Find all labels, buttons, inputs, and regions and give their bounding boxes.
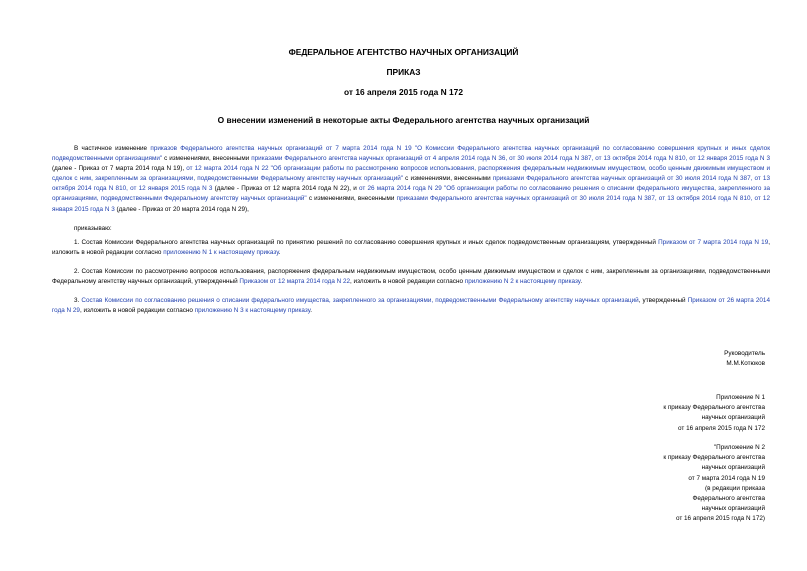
link-order-22[interactable]: от 12 марта 2014 года N 22 "Об организации работы по рассмотрению вопросов использования, распоряжения федеральным недвижимым имуществом, особо ценным движимым имуществом и сделок с ним, закрепленным за организациями, подведомственными Федеральному агентству научных организаций" [52,165,770,183]
intro-paragraph: В частичное изменение приказов Федерального агентства научных организаций от 7 марта 2014 года N 19 "О Комиссии Федерального агентства научных организаций по согласованию совершения крупных и иных сделок подведомственными организациями" с изменениями, внесенными приказами Федерального агентства научных организаций от 4 апреля 2014 года N 36, от 30 июля 2014 года N 387, от 13 октября 2014 года N 810, от 12 января 2015 года N 3 (далее - Приказ от 7 марта 2014 года N 19), от 12 марта 2014 года N 22 "Об организации работы по рассмотрению вопросов использования, распоряжения федеральным недвижимым имуществом, особо ценным движимым имуществом и сделок с ним, закрепленным за организациями, подведомственными Федеральному агентству научных организаций" с изменениями, внесенными приказами Федерального агентства научных организаций от 30 июля 2014 года N 387, от 13 октября 2014 года N 810, от 12 января 2015 года N 3 (далее - Приказ от 12 марта 2014 года N 22), и от 26 марта 2014 года N 29 "Об организации работы по согласованию решения о списании федерального имущества, закрепленного за организациями, подведомственными Федеральному агентству научных организаций" с изменениями, внесенными приказами Федерального агентства научных организаций от 30 июля 2014 года N 387, от 13 октября 2014 года N 810, от 12 января 2015 года N 3 (далее - Приказ от 20 марта 2014 года N 29), [52,145,771,213]
appendix-1-line: научных организаций [701,414,765,422]
appendix-1-line: Приложение N 1 [716,394,765,401]
appendix-1-header [663,393,765,434]
appendix-2-line: Федерального агентства [692,495,765,503]
document-type: ПРИКАЗ [386,67,421,77]
signature-block [724,349,765,369]
link-item3-commission[interactable]: Состав Комиссии по согласованию решения о списании федерального имущества, закрепленного за организациями, подведомственными Федеральному агентству научных организаций [81,297,639,305]
order-word: приказываю: [74,224,112,232]
appendix-1-line: от 16 апреля 2015 года N 172 [678,424,765,432]
link-amending-orders-1[interactable]: приказами Федерального агентства научных организаций от 4 апреля 2014 года N 36, от 30 июля 2014 года N 387, от 13 октября 2014 года N 810, от 12 января 2015 года N 3 [251,155,770,163]
appendix-1-line: к приказу Федерального агентства [663,404,765,412]
appendix-2-line: (в редакции приказа [705,484,765,492]
link-item1-order[interactable]: Приказом от 7 марта 2014 года N 19 [658,238,769,246]
link-appendix-1[interactable]: приложению N 1 к настоящему приказу [163,248,279,256]
document-body [52,144,770,316]
appendix-2-line: "Приложение N 2 [713,444,765,451]
link-order-19[interactable]: приказов Федерального агентства научных организаций от 7 марта 2014 года N 19 "О Комиссии Федерального агентства научных организаций по согласованию совершения крупных и иных сделок подведомственными организациями" [52,145,770,163]
link-appendix-3[interactable]: приложению N 3 к настоящему приказу [194,307,311,315]
agency-name: ФЕДЕРАЛЬНОЕ АГЕНТСТВО НАУЧНЫХ ОРГАНИЗАЦИЙ [288,47,519,57]
link-item2-order[interactable]: Приказом от 12 марта 2014 года N 22 [239,278,351,286]
link-order-29[interactable]: от 26 марта 2014 года N 29 "Об организации работы по согласованию решения о списании федерального имущества, закрепленного за организациями, подведомственными Федеральному агентству научных организаций" [52,185,771,203]
item-1: 1. Состав Комиссии Федерального агентства научных организаций по принятию решений по согласованию совершения крупных и иных сделок подведомственным организациям, утвержденный Приказом от 7 марта 2014 года N 19, изложить в новой редакции согласно приложению N 1 к настоящему приказу. [52,238,770,256]
item-3: 3. Состав Комиссии по согласованию решения о списании федерального имущества, закрепленного за организациями, подведомственными Федеральному агентству научных организаций, утвержденный Приказом от 26 марта 2014 года N 29, изложить в новой редакции согласно приложению N 3 к настоящему приказу. [52,297,770,315]
appendix-2-header [663,443,765,525]
signature-name: М.М.Котюков [726,360,765,368]
link-appendix-2[interactable]: приложению N 2 к настоящему приказу [464,278,581,286]
link-amending-orders-3[interactable]: приказами Федерального агентства научных организаций от 30 июля 2014 года N 387, от 13 октября 2014 года N 810, от 12 января 2015 года N 3 [52,195,770,213]
document-date-number: от 16 апреля 2015 года N 172 [344,87,463,97]
appendix-2-line: от 7 марта 2014 года N 19 [688,474,765,482]
appendix-2-line: научных организаций [701,505,765,513]
appendix-2-line: научных организаций [701,464,765,472]
item-2: 2. Состав Комиссии по рассмотрению вопросов использования, распоряжения федеральным недвижимым имуществом, особо ценным движимым имуществом и сделок с ним, закрепленным за организациями, подведомственными Федеральному агентству научных организаций, утвержденный Приказом от 12 марта 2014 года N 22, изложить в новой редакции согласно приложению N 2 к настоящему приказу. [52,267,770,286]
link-amending-orders-2[interactable]: приказами Федерального агентства научных организаций от 30 июля 2014 года N 387, от 13 октября 2014 года N 810, от 12 января 2015 года N 3 [52,175,770,193]
document-title: О внесении изменений в некоторые акты Федерального агентства научных организаций [217,115,590,125]
appendix-2-line: к приказу Федерального агентства [663,454,765,462]
appendix-2-line: от 16 апреля 2015 года N 172) [675,515,765,523]
signature-role: Руководитель [724,350,765,357]
link-item3-order[interactable]: Приказом от 26 марта 2014 года N 29 [52,297,770,315]
